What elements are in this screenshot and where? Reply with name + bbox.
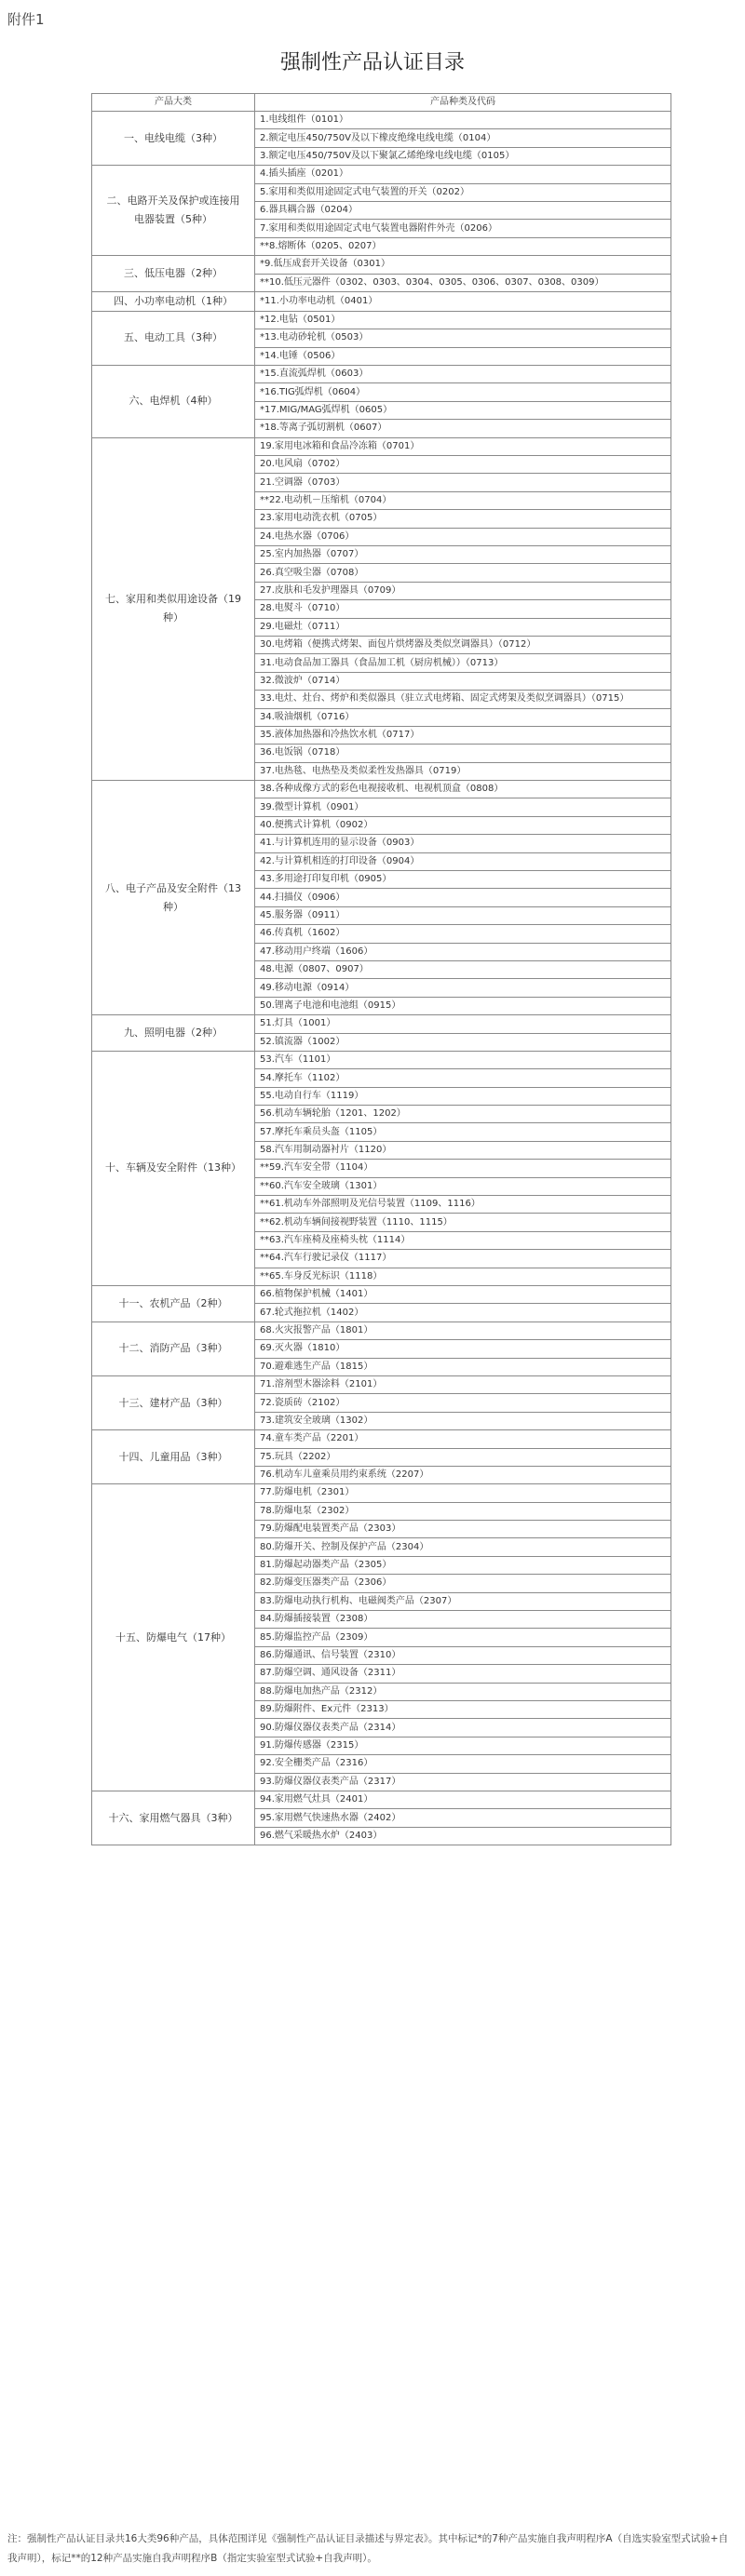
product-cell: 84.防爆插接装置（2308） — [255, 1611, 671, 1629]
product-cell: 5.家用和类似用途固定式电气装置的开关（0202） — [255, 183, 671, 201]
product-cell: 77.防爆电机（2301） — [255, 1484, 671, 1502]
product-cell: 54.摩托车（1102） — [255, 1069, 671, 1087]
table-row — [92, 781, 671, 798]
product-cell: 86.防爆通讯、信号装置（2310） — [255, 1646, 671, 1664]
product-cell: 74.童车类产品（2201） — [255, 1430, 671, 1448]
product-cell: *14.电锤（0506） — [255, 347, 671, 365]
catalog-table — [91, 93, 671, 1845]
product-cell: 31.电动食品加工器具（食品加工机（厨房机械））（0713） — [255, 654, 671, 672]
table-row — [92, 1484, 671, 1502]
product-cell: 45.服务器（0911） — [255, 906, 671, 924]
product-cell: 57.摩托车乘员头盔（1105） — [255, 1123, 671, 1141]
product-cell: 69.灭火器（1810） — [255, 1340, 671, 1358]
product-cell: 93.防爆仪器仪表类产品（2317） — [255, 1773, 671, 1791]
category-cell: 十一、农机产品（2种） — [92, 1286, 255, 1322]
table-row — [92, 112, 671, 129]
product-cell: 46.传真机（1602） — [255, 925, 671, 943]
product-cell: *13.电动砂轮机（0503） — [255, 329, 671, 347]
table-row — [92, 1430, 671, 1448]
product-cell: 24.电热水器（0706） — [255, 528, 671, 545]
table-row — [92, 291, 671, 311]
product-cell: 50.锂离子电池和电池组（0915） — [255, 997, 671, 1014]
product-cell: 72.瓷质砖（2102） — [255, 1394, 671, 1412]
product-cell: 66.植物保护机械（1401） — [255, 1286, 671, 1304]
category-cell: 十六、家用燃气器具（3种） — [92, 1791, 255, 1845]
product-cell: 67.轮式拖拉机（1402） — [255, 1304, 671, 1322]
product-cell: 36.电饭锅（0718） — [255, 745, 671, 762]
category-cell: 四、小功率电动机（1种） — [92, 291, 255, 311]
product-cell: *12.电钻（0501） — [255, 311, 671, 329]
product-cell: 23.家用电动洗衣机（0705） — [255, 510, 671, 528]
product-cell: 71.溶剂型木器涂料（2101） — [255, 1375, 671, 1393]
product-cell: 35.液体加热器和冷热饮水机（0717） — [255, 726, 671, 744]
product-cell: 34.吸油烟机（0716） — [255, 708, 671, 726]
product-cell: 7.家用和类似用途固定式电气装置电器附件外壳（0206） — [255, 220, 671, 237]
product-cell: 88.防爆电加热产品（2312） — [255, 1683, 671, 1700]
product-cell: 33.电灶、灶台、烤炉和类似器具（驻立式电烤箱、固定式烤架及类似烹调器具）（0715） — [255, 691, 671, 708]
product-cell: 47.移动用户终端（1606） — [255, 943, 671, 960]
category-cell: 十、车辆及安全附件（13种） — [92, 1051, 255, 1285]
product-cell: 48.电源（0807、0907） — [255, 960, 671, 978]
product-cell: 56.机动车辆轮胎（1201、1202） — [255, 1106, 671, 1123]
product-cell: 68.火灾报警产品（1801） — [255, 1322, 671, 1339]
product-cell: 80.防爆开关、控制及保护产品（2304） — [255, 1538, 671, 1556]
product-cell: 55.电动自行车（1119） — [255, 1087, 671, 1105]
catalog-body — [92, 112, 671, 1845]
product-cell: **10.低压元器件（0302、0303、0304、0305、0306、0307、0308、0309） — [255, 274, 671, 291]
product-cell: 73.建筑安全玻璃（1302） — [255, 1412, 671, 1429]
product-cell: *18.等离子弧切割机（0607） — [255, 420, 671, 437]
product-cell: 90.防爆仪器仪表类产品（2314） — [255, 1719, 671, 1737]
product-cell: *15.直流弧焊机（0603） — [255, 366, 671, 383]
table-row — [92, 437, 671, 455]
product-cell: **63.汽车座椅及座椅头枕（1114） — [255, 1231, 671, 1249]
product-cell: 39.微型计算机（0901） — [255, 798, 671, 816]
category-cell: 十五、防爆电气（17种） — [92, 1484, 255, 1791]
product-cell: *9.低压成套开关设备（0301） — [255, 256, 671, 274]
product-cell: 95.家用燃气快速热水器（2402） — [255, 1809, 671, 1827]
category-cell: 三、低压电器（2种） — [92, 256, 255, 292]
product-cell: 92.安全栅类产品（2316） — [255, 1755, 671, 1773]
product-cell: 4.插头插座（0201） — [255, 166, 671, 183]
product-cell: 49.移动电源（0914） — [255, 979, 671, 997]
product-cell: *11.小功率电动机（0401） — [255, 291, 671, 311]
product-cell: 52.镇流器（1002） — [255, 1033, 671, 1051]
header-products: 产品种类及代码 — [255, 94, 671, 112]
category-cell: 二、电路开关及保护或连接用电器装置（5种） — [92, 166, 255, 256]
product-cell: 3.额定电压450/750V及以下聚氯乙烯绝缘电线电缆（0105） — [255, 147, 671, 165]
product-cell: *16.TIG弧焊机（0604） — [255, 383, 671, 401]
product-cell: 41.与计算机连用的显示设备（0903） — [255, 835, 671, 852]
product-cell: 85.防爆监控产品（2309） — [255, 1629, 671, 1646]
product-cell: 19.家用电冰箱和食品冷冻箱（0701） — [255, 437, 671, 455]
product-cell: 28.电熨斗（0710） — [255, 600, 671, 618]
product-cell: 32.微波炉（0714） — [255, 672, 671, 690]
product-cell: 6.器具耦合器（0204） — [255, 201, 671, 219]
product-cell: 25.室内加热器（0707） — [255, 545, 671, 563]
product-cell: 44.扫描仪（0906） — [255, 889, 671, 906]
category-cell: 八、电子产品及安全附件（13种） — [92, 781, 255, 1015]
product-cell: 30.电烤箱（便携式烤架、面包片烘烤器及类似烹调器具）（0712） — [255, 636, 671, 653]
table-row — [92, 1051, 671, 1068]
attachment-label: 附件1 — [7, 11, 45, 28]
product-cell: **64.汽车行驶记录仪（1117） — [255, 1250, 671, 1268]
product-cell: 42.与计算机相连的打印设备（0904） — [255, 852, 671, 870]
product-cell: **8.熔断体（0205、0207） — [255, 237, 671, 255]
product-cell: 43.多用途打印复印机（0905） — [255, 871, 671, 889]
product-cell: **59.汽车安全带（1104） — [255, 1160, 671, 1177]
product-cell: **60.汽车安全玻璃（1301） — [255, 1177, 671, 1195]
product-cell: **61.机动车外部照明及光信号装置（1109、1116） — [255, 1196, 671, 1214]
product-cell: 26.真空吸尘器（0708） — [255, 564, 671, 582]
product-cell: **65.车身反光标识（1118） — [255, 1268, 671, 1285]
footnote: 注：强制性产品认证目录共16大类96种产品，具体范围详见《强制性产品认证目录描述与界定表》。其中标记*的7种产品实施自我声明程序A（自选实验室型式试验+自我声明），标记**的12种产品实施自我声明程序B（指定实验室型式试验+自我声明）。 — [7, 2533, 728, 2564]
category-cell: 十三、建材产品（3种） — [92, 1375, 255, 1429]
product-cell: 94.家用燃气灶具（2401） — [255, 1791, 671, 1808]
product-cell: 58.汽车用制动器衬片（1120） — [255, 1141, 671, 1159]
table-row — [92, 1286, 671, 1304]
product-cell: 70.避难逃生产品（1815） — [255, 1358, 671, 1375]
category-cell: 六、电焊机（4种） — [92, 366, 255, 438]
product-cell: 75.玩具（2202） — [255, 1448, 671, 1466]
product-cell: 1.电线组件（0101） — [255, 112, 671, 129]
product-cell: 20.电风扇（0702） — [255, 456, 671, 474]
table-row — [92, 166, 671, 183]
product-cell: **22.电动机－压缩机（0704） — [255, 491, 671, 509]
product-cell: 21.空调器（0703） — [255, 474, 671, 491]
product-cell: 81.防爆起动器类产品（2305） — [255, 1556, 671, 1574]
product-cell: *17.MIG/MAG弧焊机（0605） — [255, 401, 671, 419]
product-cell: 89.防爆附件、Ex元件（2313） — [255, 1700, 671, 1718]
product-cell: 79.防爆配电装置类产品（2303） — [255, 1521, 671, 1538]
product-cell: **62.机动车辆间接视野装置（1110、1115） — [255, 1214, 671, 1231]
table-row — [92, 1015, 671, 1033]
product-cell: 51.灯具（1001） — [255, 1015, 671, 1033]
product-cell: 53.汽车（1101） — [255, 1051, 671, 1068]
table-row — [92, 1375, 671, 1393]
page-title: 强制性产品认证目录 — [279, 51, 465, 74]
product-cell: 27.皮肤和毛发护理器具（0709） — [255, 582, 671, 599]
table-row — [92, 311, 671, 329]
product-cell: 40.便携式计算机（0902） — [255, 816, 671, 834]
category-cell: 七、家用和类似用途设备（19种） — [92, 437, 255, 780]
product-cell: 76.机动车儿童乘员用约束系统（2207） — [255, 1466, 671, 1483]
table-row — [92, 1322, 671, 1339]
table-row — [92, 1791, 671, 1808]
table-row — [92, 366, 671, 383]
table-row — [92, 256, 671, 274]
product-cell: 87.防爆空调、通风设备（2311） — [255, 1665, 671, 1683]
category-cell: 一、电线电缆（3种） — [92, 112, 255, 166]
table-header-row — [92, 94, 671, 112]
product-cell: 96.燃气采暖热水炉（2403） — [255, 1827, 671, 1845]
product-cell: 91.防爆传感器（2315） — [255, 1737, 671, 1754]
product-cell: 78.防爆电泵（2302） — [255, 1502, 671, 1520]
category-cell: 十二、消防产品（3种） — [92, 1322, 255, 1375]
product-cell: 29.电磁灶（0711） — [255, 618, 671, 636]
header-category: 产品大类 — [92, 94, 255, 112]
category-cell: 十四、儿童用品（3种） — [92, 1430, 255, 1484]
category-cell: 九、照明电器（2种） — [92, 1015, 255, 1052]
product-cell: 37.电热毯、电热垫及类似柔性发热器具（0719） — [255, 762, 671, 780]
product-cell: 38.各种成像方式的彩色电视接收机、电视机顶盒（0808） — [255, 781, 671, 798]
product-cell: 83.防爆电动执行机构、电磁阀类产品（2307） — [255, 1592, 671, 1610]
category-cell: 五、电动工具（3种） — [92, 311, 255, 365]
product-cell: 2.额定电压450/750V及以下橡皮绝缘电线电缆（0104） — [255, 129, 671, 147]
product-cell: 82.防爆变压器类产品（2306） — [255, 1575, 671, 1592]
